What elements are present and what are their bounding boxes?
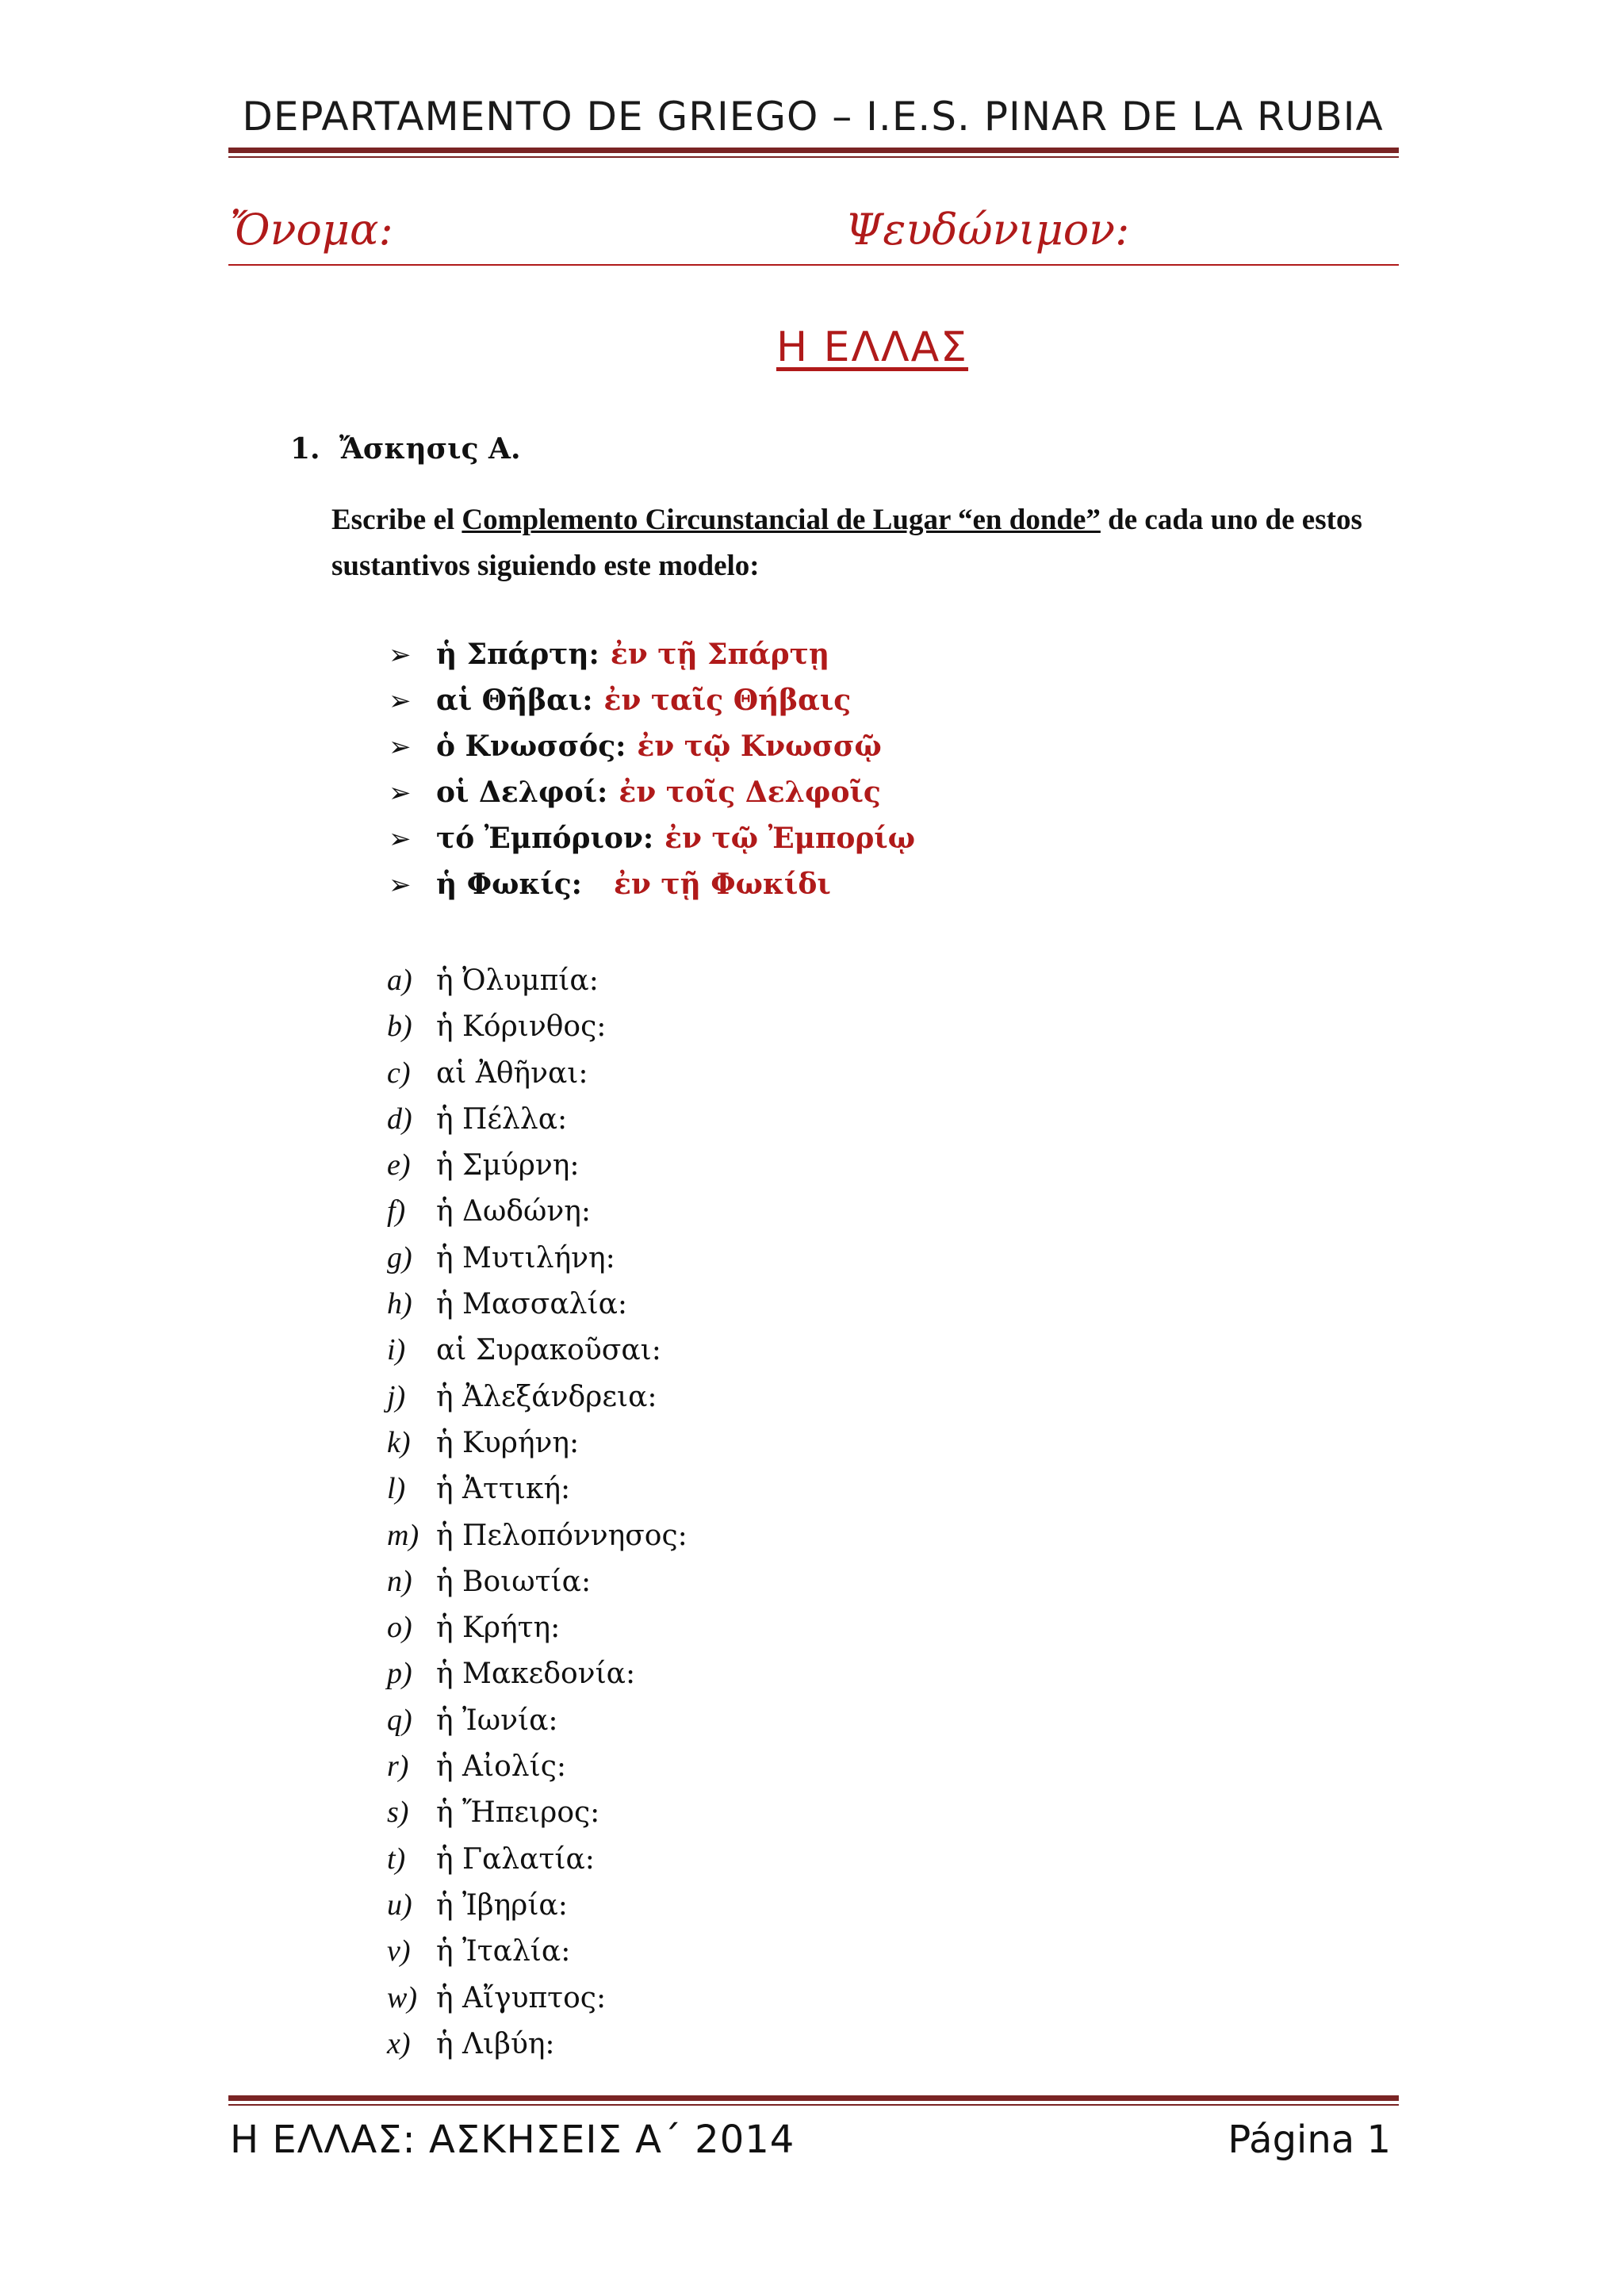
list-item — [387, 2021, 688, 2067]
list-item — [387, 1743, 688, 1789]
model-item — [389, 861, 915, 907]
list-item — [387, 1188, 688, 1234]
item-noun: ἡ Αἰολίς: — [436, 1750, 567, 1784]
header-title: DEPARTAMENTO DE GRIEGO – I.E.S. PINAR DE LA RUBIA — [242, 94, 1384, 140]
item-noun: ἡ Σμύρνη: — [436, 1149, 580, 1182]
item-letter: u) — [387, 1888, 412, 1922]
list-item — [387, 1003, 688, 1049]
model-noun: οἱ Δελφοί: — [436, 776, 608, 809]
page-number: Página 1 — [1228, 2118, 1391, 2162]
exercise-number: 1. — [290, 432, 320, 466]
item-noun: ἡ Κόρινθος: — [436, 1010, 607, 1044]
list-item — [387, 1512, 688, 1558]
item-letter: o) — [387, 1611, 412, 1645]
header-rule-thin — [228, 156, 1399, 158]
pseudonym-field-label: Ψευδώνιμον: — [845, 205, 1130, 255]
model-item — [389, 631, 915, 677]
footer-rule-thin — [228, 2104, 1399, 2106]
model-noun: αἱ Θῆβαι: — [436, 684, 593, 717]
header-rule-thick — [228, 148, 1399, 153]
item-noun: ἡ Ἰωνία: — [436, 1704, 558, 1737]
item-letter: k) — [387, 1425, 411, 1459]
list-item — [387, 1975, 688, 2021]
footer-rule-thick — [228, 2095, 1399, 2101]
item-noun: ἡ Μυτιλήνη: — [436, 1241, 615, 1274]
item-letter: m) — [387, 1518, 419, 1552]
model-item — [389, 677, 915, 723]
arrow-bullet-icon: ➢ — [389, 639, 412, 671]
list-item — [387, 1650, 688, 1696]
model-noun: ἡ Σπάρτη: — [436, 638, 599, 671]
item-noun: ἡ Ἀττική: — [436, 1473, 571, 1506]
list-item — [387, 1374, 688, 1420]
exercise-instruction — [331, 497, 1399, 589]
instruction-text-end: de cada uno de estos sustantivos siguiendo este modelo: — [331, 504, 1362, 582]
item-letter: r) — [387, 1750, 409, 1784]
arrow-bullet-icon: ➢ — [389, 823, 412, 855]
item-noun: αἱ Ἀθῆναι: — [436, 1056, 588, 1090]
list-item — [387, 1050, 688, 1096]
model-item — [389, 769, 915, 815]
item-letter: s) — [387, 1796, 409, 1830]
item-letter: a) — [387, 964, 412, 997]
exercise-title: Ἄσκησις Α. — [339, 432, 521, 466]
item-noun: ἡ Ἰβηρία: — [436, 1888, 568, 1922]
item-letter: n) — [387, 1564, 412, 1598]
item-letter: d) — [387, 1102, 412, 1136]
list-item — [387, 1235, 688, 1281]
model-answer: ἐν τοῖς Δελφοῖς — [619, 776, 881, 809]
item-noun: ἡ Κρήτη: — [436, 1612, 561, 1645]
model-noun: ὁ Κνωσσός: — [436, 730, 626, 763]
model-item — [389, 815, 915, 861]
item-letter: i) — [387, 1333, 406, 1367]
list-item — [387, 1466, 688, 1512]
item-letter: g) — [387, 1240, 412, 1274]
list-item — [387, 1420, 688, 1466]
model-item — [389, 723, 915, 769]
item-noun: ἡ Κυρήνη: — [436, 1426, 580, 1459]
item-noun: ἡ Δωδώνη: — [436, 1195, 591, 1228]
answer-list — [387, 957, 688, 2067]
list-item — [387, 1281, 688, 1327]
page-title: Η ΕΛΛΑΣ — [776, 324, 969, 371]
model-noun: τό Ἐμπόριον: — [436, 822, 654, 855]
item-letter: p) — [387, 1657, 412, 1691]
list-item — [387, 1697, 688, 1743]
arrow-bullet-icon: ➢ — [389, 777, 412, 809]
item-letter: b) — [387, 1010, 412, 1044]
model-noun: ἡ Φωκίς: — [436, 868, 582, 901]
list-item — [387, 1558, 688, 1604]
item-letter: c) — [387, 1056, 411, 1090]
item-noun: ἡ Πέλλα: — [436, 1102, 568, 1136]
model-list — [389, 631, 915, 907]
item-letter: x) — [387, 2026, 411, 2060]
model-answer: ἐν τῷ Ἐμπορίῳ — [665, 822, 915, 855]
list-item — [387, 1604, 688, 1650]
item-noun: ἡ Μασσαλία: — [436, 1288, 628, 1321]
item-letter: e) — [387, 1148, 411, 1182]
instruction-underlined-term: Complemento Circunstancial de Lugar “en donde” — [462, 504, 1101, 536]
exercise-heading — [290, 432, 521, 466]
arrow-bullet-icon: ➢ — [389, 731, 412, 763]
item-letter: j) — [387, 1379, 406, 1413]
item-noun: ἡ Ἀλεξάνδρεια: — [436, 1380, 657, 1413]
list-item — [387, 957, 688, 1003]
item-noun: ἡ Βοιωτία: — [436, 1565, 592, 1598]
arrow-bullet-icon: ➢ — [389, 869, 412, 901]
model-answer: ἐν τῇ Σπάρτῃ — [610, 638, 830, 671]
name-field-label: Ὄνομα: — [230, 205, 393, 255]
item-letter: t) — [387, 1842, 406, 1876]
name-field-underline — [228, 264, 1399, 266]
item-letter: w) — [387, 1980, 417, 2014]
item-noun: ἡ Ὀλυμπία: — [436, 964, 599, 997]
item-noun: ἡ Ἤπειρος: — [436, 1796, 600, 1830]
item-noun: ἡ Αἴγυπτος: — [436, 1981, 607, 2014]
list-item — [387, 1836, 688, 1882]
item-letter: h) — [387, 1287, 412, 1321]
item-noun: ἡ Μακεδονία: — [436, 1658, 636, 1691]
model-answer: ἐν τῷ Κνωσσῷ — [637, 730, 882, 763]
list-item — [387, 1882, 688, 1928]
item-noun: ἡ Γαλατία: — [436, 1842, 595, 1876]
list-item — [387, 1327, 688, 1373]
item-noun: ἡ Ἰταλία: — [436, 1935, 571, 1968]
model-answer: ἐν τῇ Φωκίδι — [613, 868, 831, 901]
item-letter: f) — [387, 1194, 406, 1228]
list-item — [387, 1789, 688, 1835]
list-item — [387, 1928, 688, 1974]
item-noun: αἱ Συρακοῦσαι: — [436, 1334, 661, 1367]
arrow-bullet-icon: ➢ — [389, 685, 412, 717]
model-answer: ἐν ταῖς Θήβαις — [603, 684, 852, 717]
item-noun: ἡ Πελοπόννησος: — [436, 1519, 688, 1552]
footer-title: Η ΕΛΛΑΣ: ΑΣΚΗΣΕΙΣ Α΄ 2014 — [230, 2118, 795, 2162]
instruction-text-start: Escribe el — [331, 504, 462, 536]
item-letter: l) — [387, 1472, 406, 1506]
item-letter: v) — [387, 1934, 411, 1968]
list-item — [387, 1096, 688, 1142]
item-noun: ἡ Λιβύη: — [436, 2027, 555, 2060]
list-item — [387, 1142, 688, 1188]
item-letter: q) — [387, 1703, 412, 1737]
